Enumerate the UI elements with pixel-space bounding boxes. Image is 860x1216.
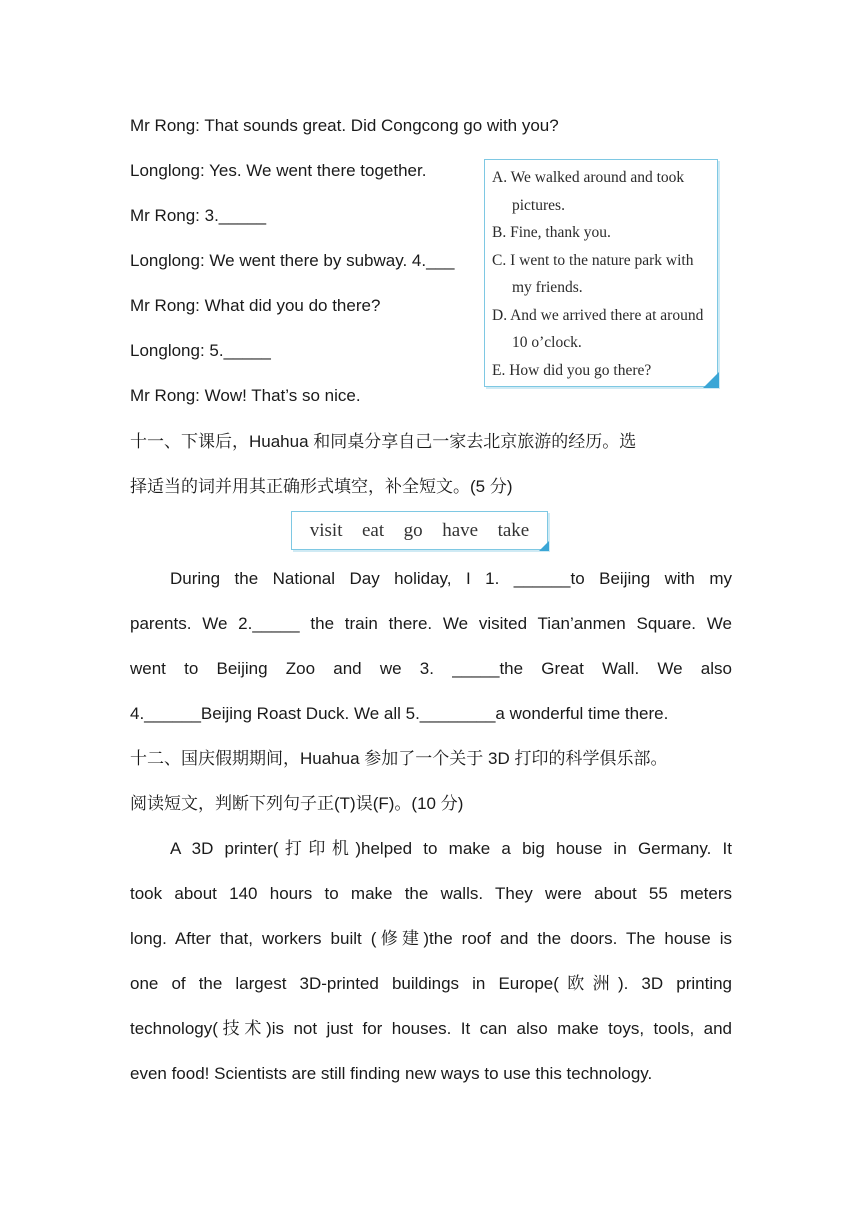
passage-line: one of the largest 3D-printed buildings in Europe(欧洲). 3D printing	[130, 974, 732, 993]
word-bank-item: have	[442, 519, 479, 541]
option-a-continued: pictures.	[512, 196, 565, 214]
dialogue-line-3: Mr Rong: 3._____	[130, 206, 267, 225]
word-bank-item: visit	[309, 519, 343, 541]
passage-line: 4.______Beijing Roast Duck. We all 5.________a wonderful time there.	[130, 704, 669, 723]
option-c: C. I went to the nature park with	[492, 251, 694, 269]
section-12-passage	[130, 826, 732, 1096]
word-bank-box	[291, 511, 548, 550]
option-d: D. And we arrived there at around	[492, 306, 704, 324]
folded-corner-decoration	[539, 541, 549, 551]
option-d-continued: 10 o’clock.	[512, 334, 582, 351]
dialogue-line-2: Longlong: Yes. We went there together.	[130, 161, 427, 180]
dialogue-line-7: Mr Rong: Wow! That’s so nice.	[130, 386, 361, 405]
dialogue-line-4: Longlong: We went there by subway. 4.___	[130, 251, 455, 270]
dialogue-line-1: Mr Rong: That sounds great. Did Congcong go with you?	[130, 116, 559, 135]
section-12-heading	[130, 736, 732, 826]
folded-corner-decoration	[703, 372, 719, 388]
passage-line: went to Beijing Zoo and we 3. _____the Great Wall. We also	[130, 659, 732, 678]
section-11-heading	[130, 419, 732, 509]
passage-line: During the National Day holiday, I 1. ______to Beijing with my	[170, 569, 732, 588]
word-bank-item: eat	[362, 519, 385, 541]
passage-line: even food! Scientists are still finding new ways to use this technology.	[130, 1064, 653, 1083]
dialogue-line-5: Mr Rong: What did you do there?	[130, 296, 381, 315]
dialogue-line-6: Longlong: 5._____	[130, 341, 271, 360]
section-11-heading-line-1: 十一、下课后，Huahua 和同桌分享自己一家去北京旅游的经历。选	[130, 432, 637, 451]
passage-line: took about 140 hours to make the walls. They were about 55 meters	[130, 884, 732, 903]
word-bank-item: take	[497, 519, 530, 541]
passage-line: A 3D printer(打印机)helped to make a big house in Germany. It	[170, 839, 732, 858]
passage-line: parents. We 2._____ the train there. We visited Tian’anmen Square. We	[130, 614, 732, 633]
option-a: A. We walked around and took	[492, 169, 685, 186]
option-e: E. How did you go there?	[492, 361, 652, 379]
word-bank-item: go	[403, 519, 423, 541]
passage-line: technology(技术)is not just for houses. It can also make toys, tools, and	[130, 1019, 732, 1038]
answer-options-box	[484, 159, 718, 387]
option-c-continued: my friends.	[512, 279, 583, 296]
section-12-heading-line-1: 十二、国庆假期期间，Huahua 参加了一个关于 3D 打印的科学俱乐部。	[130, 749, 668, 768]
option-b: B. Fine, thank you.	[492, 224, 611, 241]
passage-line: long. After that, workers built (修建)the roof and the doors. The house is	[130, 929, 732, 948]
section-11-passage	[130, 556, 732, 736]
section-12-heading-line-2: 阅读短文，判断下列句子正(T)误(F)。(10 分)	[130, 794, 464, 813]
section-11-heading-line-2: 择适当的词并用其正确形式填空，补全短文。(5 分)	[130, 477, 513, 496]
